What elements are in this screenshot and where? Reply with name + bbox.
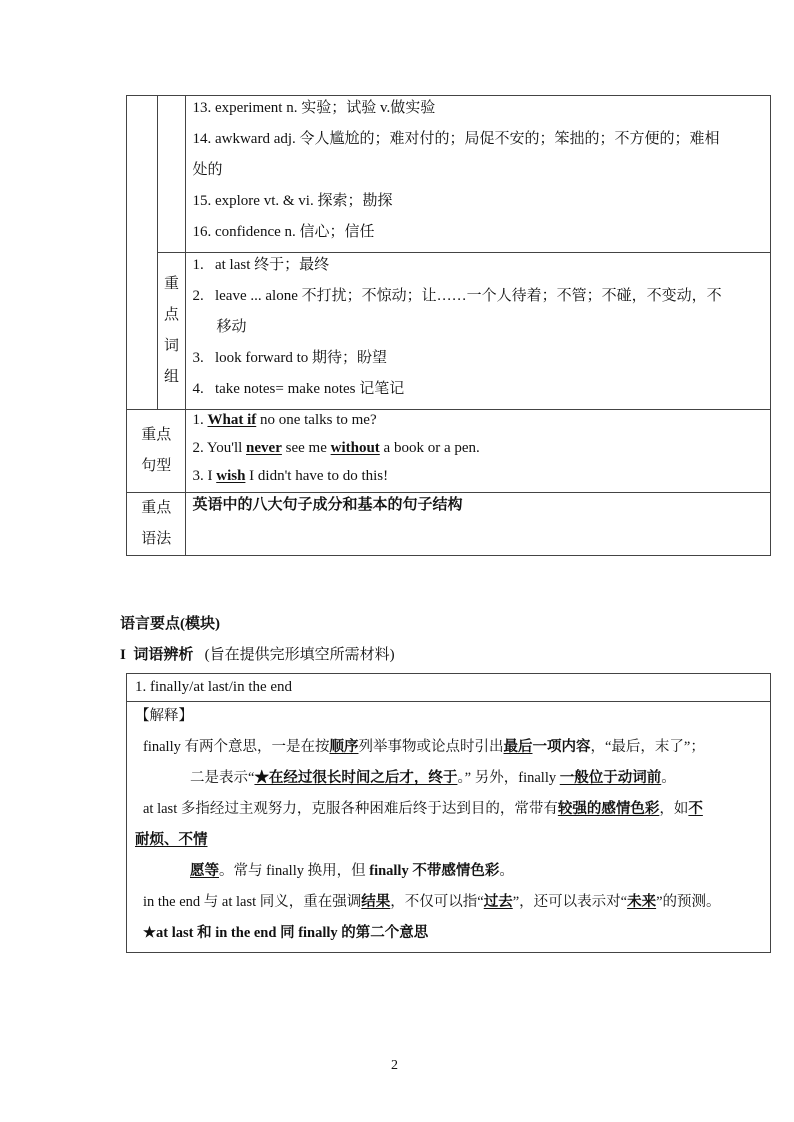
explain-line	[135, 794, 762, 825]
sentence-2	[192, 438, 764, 466]
text: ”的预测。	[656, 894, 721, 910]
vocab-item: 15. explore vt. & vi. 探索；勘探	[192, 193, 393, 209]
emphasis: 结果	[361, 894, 391, 910]
vocab-item: 14. awkward adj. 令人尴尬的；难对付的；局促不安的；笨拙的；不方便的；难相	[192, 131, 720, 147]
vocab-label-cell	[157, 96, 186, 253]
sentences-label-line: 句型	[141, 458, 172, 474]
grammar-text: 英语中的八大句子成分和基本的句子结构	[192, 497, 463, 513]
sentence-3	[192, 466, 764, 492]
emphasis: 较强的感情色彩	[557, 801, 660, 817]
key-phrase: What if	[207, 412, 257, 428]
grammar-label	[127, 493, 186, 556]
explain-line	[135, 732, 762, 763]
sentence-text: see me	[281, 440, 331, 456]
grammar-cell	[186, 493, 771, 556]
emphasis: finally 不带感情色彩	[369, 863, 500, 879]
grammar-label-line: 语法	[141, 531, 172, 547]
text: finally 有两个意思，一是在按	[143, 739, 330, 755]
summary-table	[126, 95, 771, 556]
explanation-box	[126, 673, 771, 953]
subsection-heading	[120, 643, 395, 664]
sentence-text: 2. You'll	[192, 440, 247, 456]
text: 。常与 finally 换用，但	[219, 863, 370, 879]
sentence-text: 1.	[192, 412, 208, 428]
section-title: 语言要点(模块)	[120, 616, 220, 632]
emphasis: 过去	[483, 894, 513, 910]
phrase-item: 3. look forward to 期待；盼望	[192, 350, 388, 366]
subsection-number: I	[120, 647, 126, 663]
emphasis: 顺序	[329, 739, 359, 755]
emphasis: 一项内容	[532, 739, 591, 755]
explain-line	[135, 887, 762, 918]
vocab-item: 13. experiment n. 实验；试验 v.做实验	[192, 100, 436, 116]
sentence-text: I didn't have to do this!	[245, 468, 389, 484]
text: ，如	[659, 801, 689, 817]
outer-label-cell	[127, 96, 158, 410]
sentence-text: a book or a pen.	[379, 440, 480, 456]
subsection-note: (旨在提供完形填空所需材料)	[204, 647, 395, 663]
emphasis: 不	[688, 801, 703, 817]
phrase-item: 4. take notes= make notes 记笔记	[192, 381, 405, 397]
phrases-label-char: 词	[164, 338, 180, 354]
text: in the end 与 at last 同义，重在强调	[143, 894, 362, 910]
phrase-item: 移动	[216, 319, 247, 335]
phrases-label-char: 点	[164, 307, 180, 323]
box-heading-cell	[127, 674, 771, 702]
text: ，“最后，末了”；	[590, 739, 705, 755]
phrase-item: 1. at last 终于；最终	[192, 257, 330, 273]
text: at last 多指经过主观努力，克服各种困难后终于达到目的，常带有	[143, 801, 558, 817]
text: 。	[499, 863, 514, 879]
box-heading: 1. finally/at last/in the end	[135, 679, 293, 695]
vocab-item: 16. confidence n. 信心；信任	[192, 224, 375, 240]
sentence-1	[192, 410, 764, 438]
explain-line: ★at last 和 in the end 同 finally 的第二个意思	[143, 925, 429, 941]
grammar-label-line: 重点	[141, 500, 172, 516]
sentences-cell	[186, 410, 771, 493]
emphasis: 耐烦、不情	[135, 832, 208, 848]
explain-line	[135, 856, 762, 887]
sentence-text: no one talks to me?	[256, 412, 377, 428]
explain-label: 【解释】	[135, 708, 193, 724]
emphasis: 一般位于动词前	[559, 770, 662, 786]
sentence-text: 3. I	[192, 468, 217, 484]
phrases-label-char: 重	[164, 276, 180, 292]
phrase-item: 2. leave ... alone 不打扰；不惊动；让……一个人待着；不管；不碰，不变动，不	[192, 288, 722, 304]
key-phrase: never	[246, 440, 282, 456]
key-phrase: without	[330, 440, 380, 456]
emphasis: ★在经过很长时间之后才，终于	[254, 770, 458, 786]
key-phrase: wish	[216, 468, 246, 484]
text: 二是表示“	[190, 770, 255, 786]
vocab-item: 处的	[192, 162, 223, 178]
phrases-cell	[186, 253, 771, 410]
emphasis: 愿等	[190, 863, 219, 879]
emphasis: 最后	[503, 739, 533, 755]
sentences-label-line: 重点	[141, 427, 172, 443]
text: 。” 另外，finally	[457, 770, 560, 786]
vocab-cell	[186, 96, 771, 253]
subsection-title: 词语辨析	[133, 647, 194, 663]
box-body	[127, 702, 771, 953]
text: ”，还可以表示对“	[512, 894, 628, 910]
text: ，不仅可以指“	[390, 894, 484, 910]
phrases-label-char: 组	[164, 369, 180, 385]
explain-line	[135, 763, 762, 794]
phrases-label	[157, 253, 186, 410]
page-number: 2	[391, 1058, 398, 1073]
sentences-label	[127, 410, 186, 493]
emphasis: 未来	[627, 894, 657, 910]
explain-line	[135, 825, 762, 856]
text: 列举事物或论点时引出	[358, 739, 504, 755]
text: 。	[661, 770, 676, 786]
